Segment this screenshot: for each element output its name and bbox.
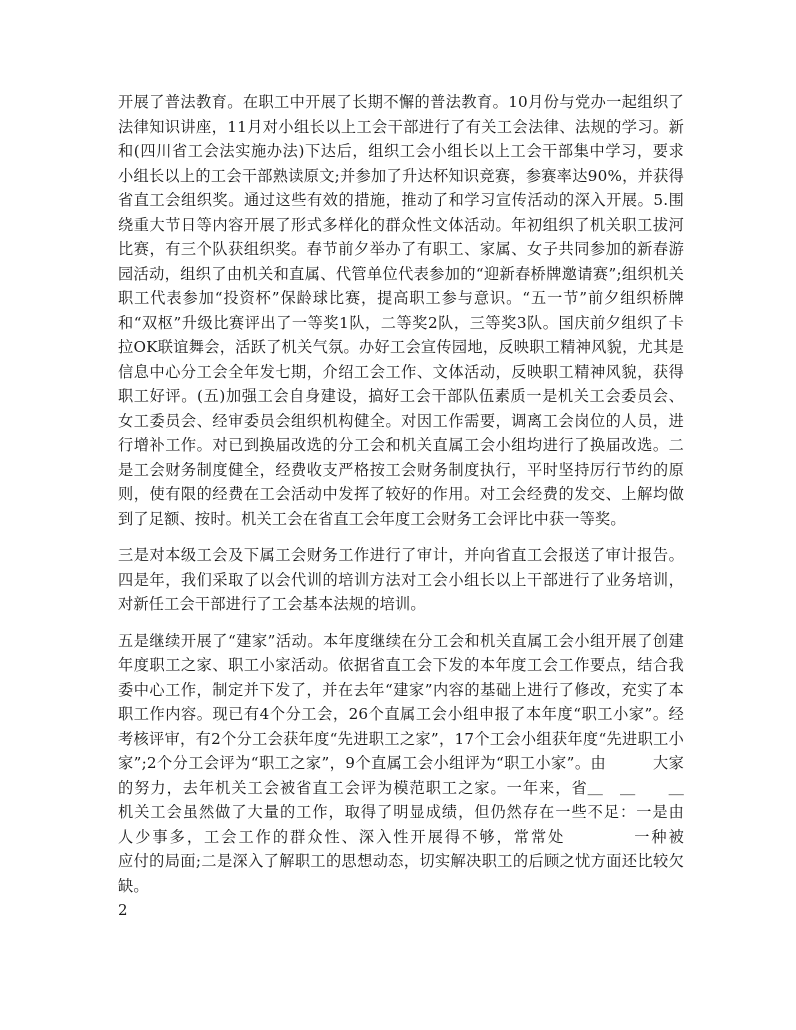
paragraph-3: 五是继续开展了“建家”活动。本年度继续在分工会和机关直属工会小组开展了创建年度职工之家、职工小家活动。依据省直工会下发的本年度工会工作要点，结合我委中心工作，制定并下发了，并在去年“建家”内容的基础上进行了修改，充实了本职工作内容。现已有4个分工会，26个直属工会小组申报了本年度“职工小家”。经考核评审，有2个分工会获年度“先进职工之家”，17个工会小组获年度“先进职工小家”;2个分工会评为“职工之家”，9个直属工会小组评为“职工小家”。由 大家的努力，去年机关工会被省直工会评为模范职工之家。一年来，省＿ ＿ ＿ 机关工会虽然做了大量的工作，取得了明显成绩，但仍然存在一些不足：一是由 人少事多，工会工作的群众性、深入性开展得不够，常常处 一种被 应付的局面;二是深入了解职工的思想动态，切实解决职工的后顾之忧方面还比较欠缺。 (118, 631, 746, 895)
page-number: 2 (118, 901, 128, 919)
document-page (118, 90, 746, 910)
paragraph-2: 三是对本级工会及下属工会财务工作进行了审计，并向省直工会报送了审计报告。四是年，我们采取了以会代训的培训方法对工会小组长以上干部进行了业务培训，对新任工会干部进行了工会基本法规的培训。 (118, 546, 684, 613)
paragraph-1: 开展了普法教育。在职工中开展了长期不懈的普法教育。10月份与党办一起组织了法律知识讲座，11月对小组长以上工会干部进行了有关工会法律、法规的学习。新和(四川省工会法实施办法)下达后，组织工会小组长以上工会干部集中学习，要求小组长以上的工会干部熟读原文;并参加了升达杯知识竞赛，参赛率达90%，并获得省直工会组织奖。通过这些有效的措施，推动了和学习宣传活动的深入开展。5.围绕重大节日等内容开展了形式多样化的群众性文体活动。年初组织了机关职工拔河比赛，有三个队获组织奖。春节前夕举办了有职工、家属、女子共同参加的新春游园活动，组织了由机关和直属、代管单位代表参加的“迎新春桥牌邀请赛”;组织机关职工代表参加“投资杯”保龄球比赛，提高职工参与意识。“五一节”前夕组织桥牌和“双枢”升级比赛评出了一等奖1队，二等奖2队，三等奖3队。国庆前夕组织了卡拉OK联谊舞会，活跃了机关气氛。办好工会宣传园地，反映职工精神风貌，尤其是信息中心分工会全年发七期，介绍工会工作、文体活动，反映职工精神风貌，获得职工好评。(五)加强工会自身建设，搞好工会干部队伍素质一是机关工会委员会、女工委员会、经审委员会组织机构健全。对因工作需要，调离工会岗位的人员，进行增补工作。对已到换届改选的分工会和机关直属工会小组均进行了换届改选。二是工会财务制度健全，经费收支严格按工会财务制度执行，平时坚持厉行节约的原则，使有限的经费在工会活动中发挥了较好的作用。对工会经费的发交、上解均做到了足额、按时。机关工会在省直工会年度工会财务工会评比中获一等奖。 (118, 93, 684, 528)
